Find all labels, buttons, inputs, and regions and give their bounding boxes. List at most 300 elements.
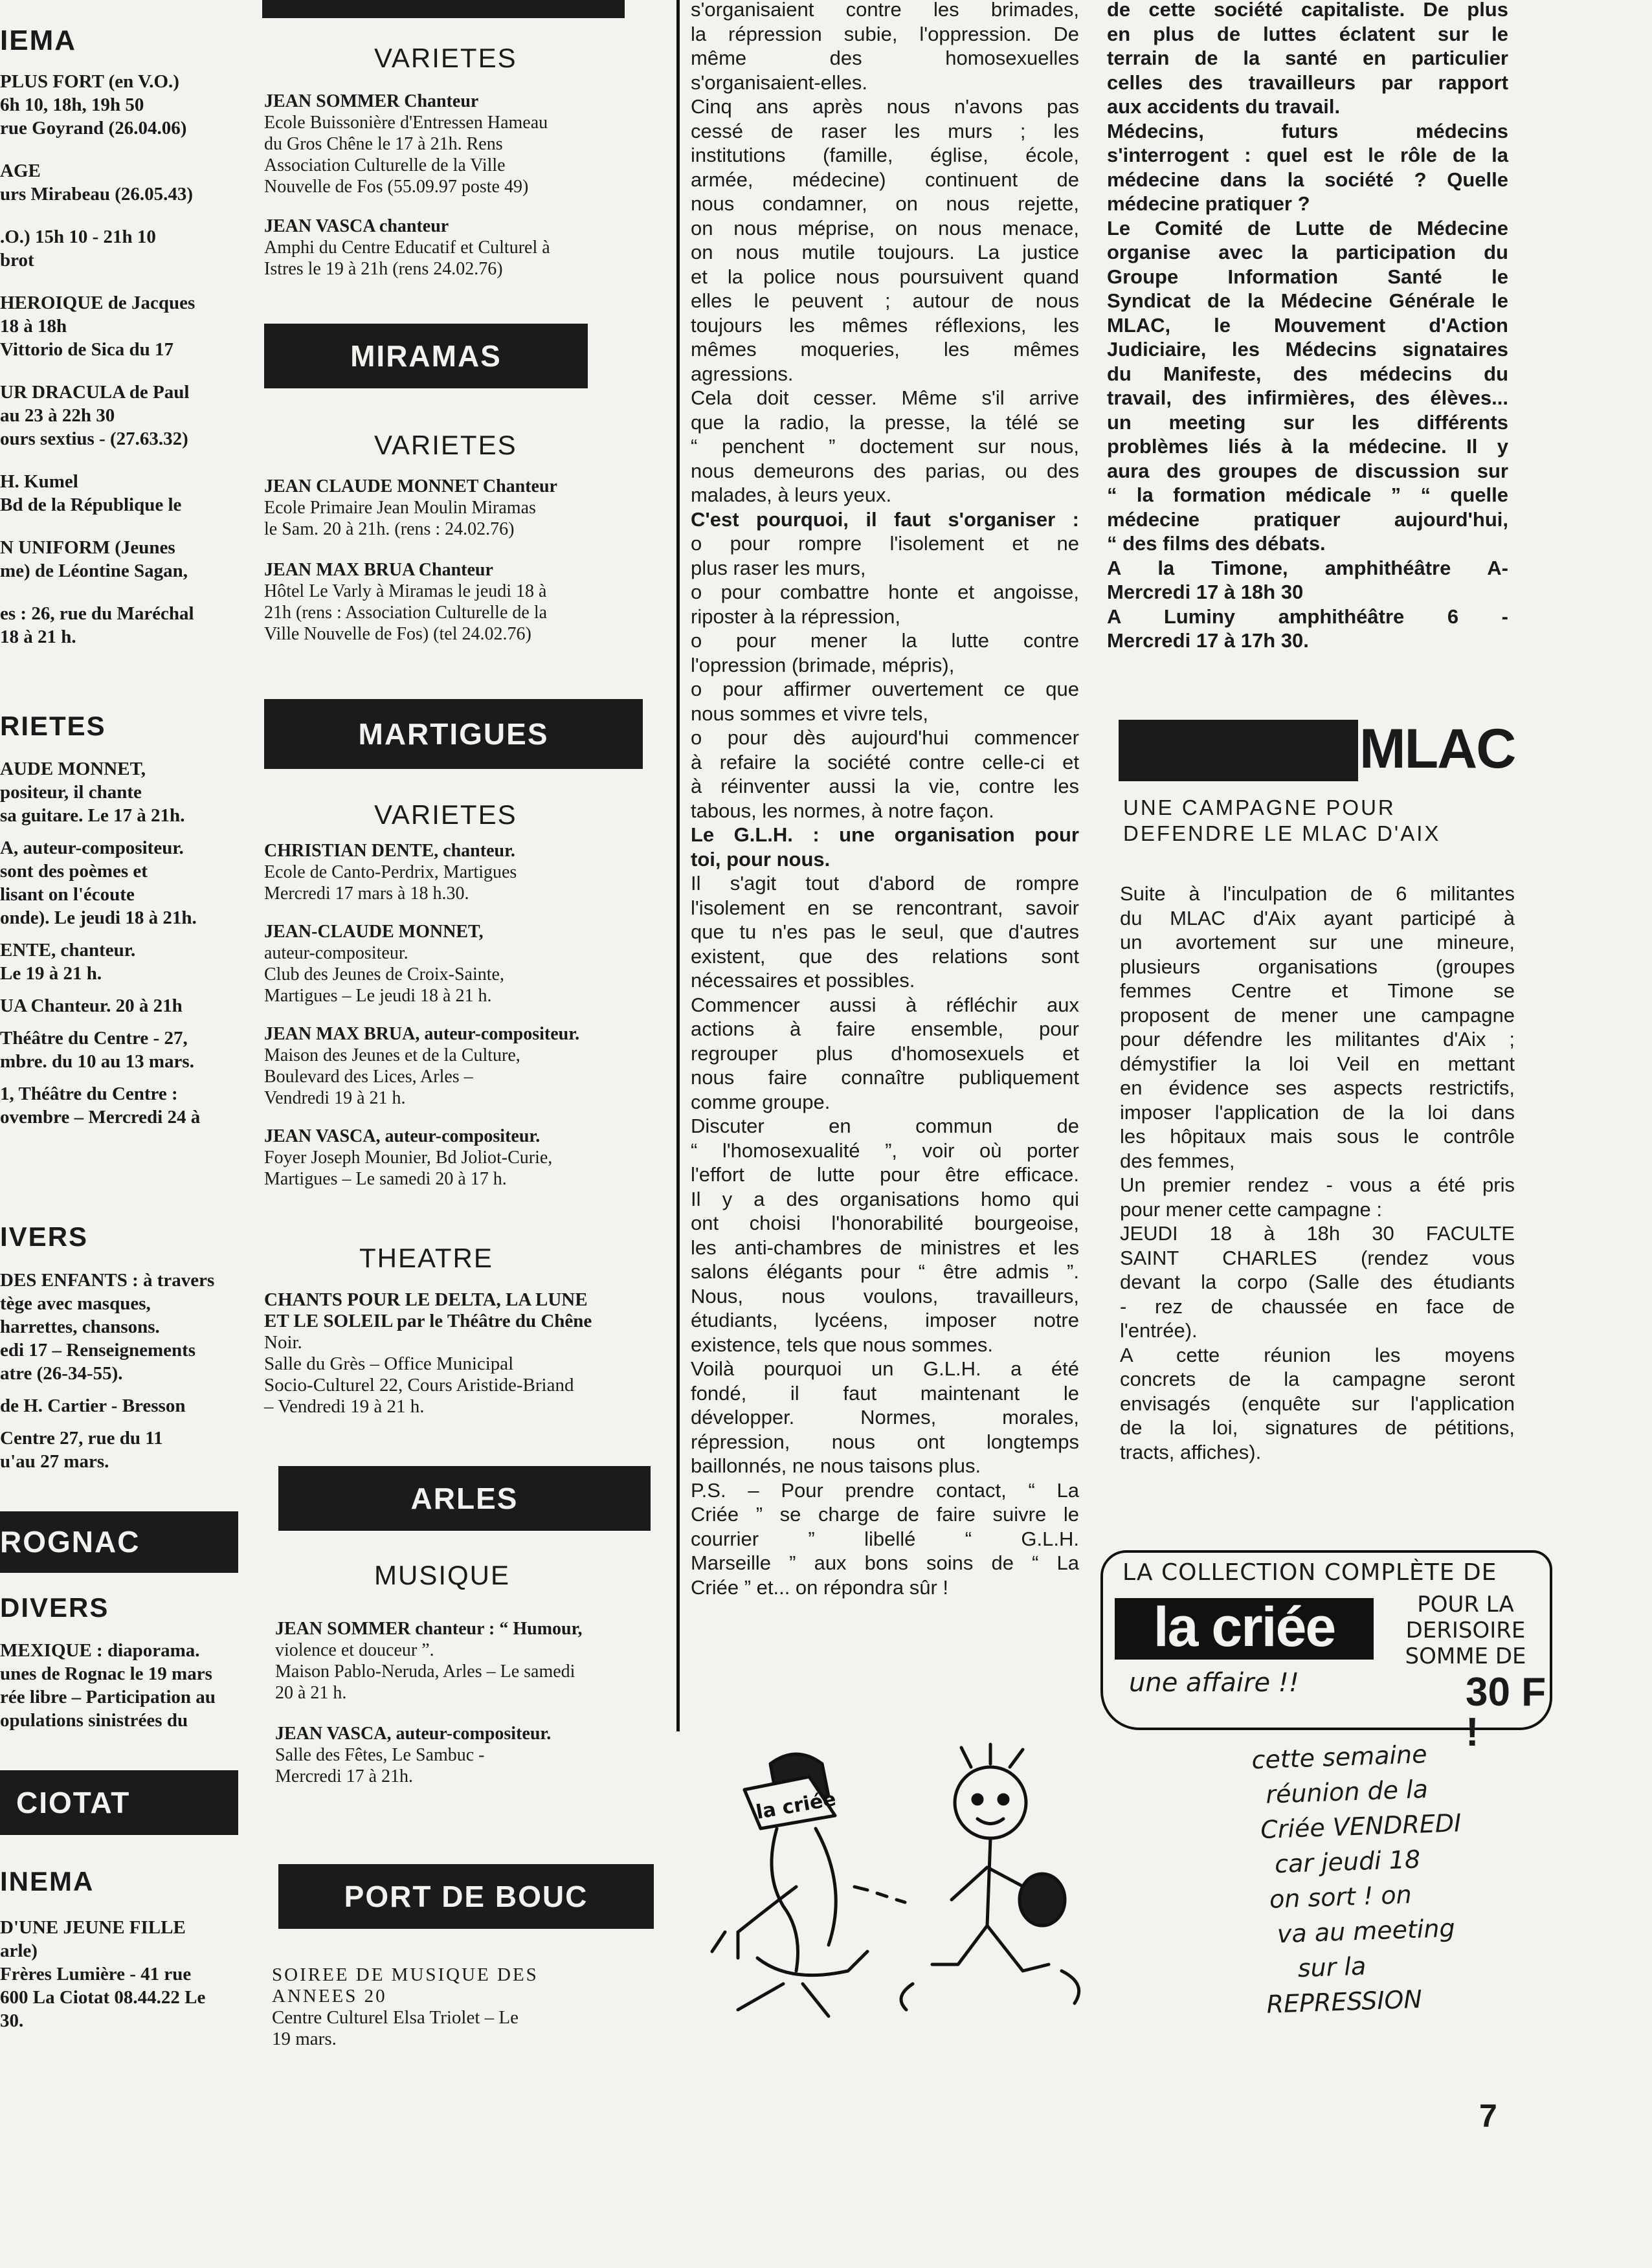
listing-line: sa guitare. Le 17 à 21h. [0, 805, 185, 826]
event-line: Martigues – Le samedi 20 à 17 h. [264, 1169, 507, 1189]
column-1 [0, 0, 259, 2268]
listing-line: rée libre – Participation au [0, 1687, 216, 1707]
event-line: Foyer Joseph Mounier, Bd Joliot-Curie, [264, 1148, 553, 1168]
listing-line: répression, nous ont longtemps [691, 1430, 1079, 1453]
listing-line: Il y a des organisations homo qui [691, 1187, 1079, 1210]
event-entry [275, 1723, 664, 1787]
listing-line: regrouper plus d'homosexuels et [691, 1041, 1079, 1065]
listing-line: Nous, nous voulons, travailleurs, [691, 1284, 1079, 1307]
event-entry [264, 216, 653, 280]
listing-line: 18 à 21 h. [0, 627, 76, 647]
varietes-listings-top [264, 91, 653, 298]
ad-price: 30 F ! [1466, 1670, 1546, 1755]
listing-line: Socio-Culturel 22, Cours Aristide-Briand [264, 1375, 574, 1395]
listing-title: A, auteur-compositeur. [0, 838, 184, 858]
listing-item [0, 602, 259, 649]
listing-title: H. Kumel [0, 471, 78, 492]
miramas-banner-label: MIRAMAS [350, 339, 502, 373]
ad-price-text [1391, 1592, 1540, 1669]
listing-line: nous sommes et vivre tels, [691, 702, 928, 725]
event-line: Istres le 19 à 21h (rens 24.02.76) [264, 259, 503, 279]
mlac-campaign-text [1120, 882, 1515, 1464]
listing-line: POUR LA [1417, 1592, 1514, 1618]
listing-line: P.S. – Pour prendre contact, “ La [691, 1478, 1079, 1502]
listing-line: rue Goyrand (26.04.06) [0, 118, 187, 139]
listing-line: car jeudi 18 [1274, 1845, 1421, 1879]
port-de-bouc-banner-label: PORT DE BOUC [344, 1880, 588, 1913]
listing-line: o pour combattre honte et angoisse, [691, 581, 1079, 603]
listing-line: SOMME DE [1405, 1643, 1526, 1669]
event-line: Ecole de Canto-Perdrix, Martigues [264, 862, 517, 882]
listing-line: Le G.L.H. : une organisation pour [691, 823, 1079, 846]
listing-line: ET LE SOLEIL par le Théâtre du Chêne [264, 1311, 592, 1331]
event-line: JEAN CLAUDE MONNET Chanteur [264, 476, 557, 496]
listing-title: de H. Cartier - Bresson [0, 1395, 186, 1416]
event-line: JEAN-CLAUDE MONNET, [264, 922, 484, 942]
event-line: JEAN VASCA, auteur-compositeur. [264, 1126, 541, 1146]
event-line: Ecole Primaire Jean Moulin Miramas [264, 498, 536, 518]
listing-line: Il s'agit tout d'abord de rompre [691, 872, 1079, 895]
listing-line: arle) [0, 1940, 38, 1961]
listing-item [0, 757, 259, 827]
listing-item [0, 159, 259, 206]
listing-line: fondé, il faut maintenant le [691, 1381, 1079, 1405]
listing-line: A la Timone, amphithéâtre A- [1107, 556, 1508, 579]
listing-line: opulations sinistrées du [0, 1710, 188, 1731]
listing-line: ont choisi l'honorabilité bourgeoise, [691, 1212, 1079, 1234]
listing-line: que la radio, la presse, la télé se [691, 410, 1079, 434]
event-line: Mercredi 17 mars à 18 h.30. [264, 884, 469, 904]
page-number: 7 [1479, 2098, 1497, 2134]
listing-line: femmes Centre et Timone se [1120, 979, 1515, 1002]
event-entry [275, 1618, 664, 1704]
listing-line: Suite à l'inculpation de 6 militantes [1120, 882, 1515, 905]
ad-logo-box [1115, 1598, 1374, 1660]
medecine-article [1107, 0, 1508, 653]
listing-line: de cette société capitaliste. De plus [1107, 0, 1508, 21]
listing-line: “ la formation médicale ” “ quelle [1107, 484, 1508, 506]
top-banner-fragment [262, 0, 625, 18]
listing-line: o pour mener la lutte contre [691, 629, 1079, 652]
event-entry [264, 559, 653, 645]
listing-item [0, 939, 259, 985]
event-line: JEAN MAX BRUA Chanteur [264, 560, 493, 580]
miramas-listings [264, 476, 653, 664]
listing-line: Cela doit cesser. Même s'il arrive [691, 386, 1079, 409]
listing-title: AGE [0, 161, 41, 181]
listing-line: es : 26, rue du Maréchal [0, 603, 194, 624]
listing-line: à refaire la société contre celle-ci et [691, 750, 1079, 773]
listing-line: Vittorio de Sica du 17 [0, 339, 173, 360]
listing-line: Marseille ” aux bons soins de “ La [691, 1551, 1079, 1574]
event-line: Hôtel Le Varly à Miramas le jeudi 18 à [264, 581, 547, 601]
section-heading-cinema: IEMA [0, 25, 76, 56]
listing-line: médecine pratiquer ? [1107, 192, 1310, 215]
listing-line: médecine pratiquer aujourd'hui, [1107, 507, 1508, 531]
listing-line: médecine dans la société ? Quelle [1107, 168, 1508, 191]
listing-line: “ des films des débats. [1107, 532, 1326, 555]
listing-line: nécessaires et possibles. [691, 969, 915, 992]
event-line: le Sam. 20 à 21h. (rens : 24.02.76) [264, 519, 515, 539]
mlac-banner [1119, 718, 1515, 781]
listing-line: JEUDI 18 à 18h 30 FACULTE [1120, 1222, 1515, 1245]
listing-line: réunion de la [1265, 1774, 1429, 1809]
listing-line: agressions. [691, 362, 794, 385]
listing-line: nous condamner, on nous rejette, [691, 192, 1079, 215]
listing-line: o pour dès aujourd'hui commencer [691, 726, 1079, 749]
listing-line: 19 mars. [272, 2029, 337, 2049]
ciotat-banner [0, 1770, 238, 1835]
listing-line: la répression subie, l'oppression. De [691, 22, 1079, 45]
listing-line: développer. Normes, morales, [691, 1406, 1079, 1429]
port-de-bouc-listing [272, 1964, 660, 2050]
listing-line: CHANTS POUR LE DELTA, LA LUNE [264, 1289, 588, 1310]
listing-title: Théâtre du Centre - 27, [0, 1028, 188, 1049]
ciotat-cinema-heading: INEMA [0, 1866, 95, 1896]
listing-line: l'entrée). [1120, 1319, 1198, 1342]
column-divider [676, 0, 680, 1731]
listing-line: u'au 27 mars. [0, 1451, 109, 1472]
listing-line: 6h 10, 18h, 19h 50 [0, 94, 144, 115]
event-line: Maison des Jeunes et de la Culture, [264, 1045, 520, 1065]
event-entry [264, 91, 653, 197]
listing-line: va au meeting [1277, 1913, 1456, 1949]
listing-line: Criée VENDREDI [1260, 1808, 1462, 1845]
listing-line: on nous mutile toujours. La justice [691, 241, 1079, 263]
listing-line: - rez de chaussée en face de [1120, 1295, 1515, 1318]
listing-line: Noir. [264, 1332, 302, 1353]
listing-line: Mercredi 17 à 18h 30 [1107, 581, 1304, 603]
listing-line: de la loi, signatures de pétitions, [1120, 1416, 1515, 1439]
arles-banner [278, 1466, 651, 1531]
listing-line: s'organisaient contre les brimades, [691, 0, 1079, 21]
listing-line: Syndicat de la Médecine Générale le [1107, 289, 1508, 312]
listing-line: tège avec masques, [0, 1293, 151, 1314]
listing-line: terrain de la santé en particulier [1107, 47, 1508, 69]
listing-line: du MLAC d'Aix ayant participé à [1120, 906, 1515, 929]
event-line: JEAN SOMMER Chanteur [264, 91, 479, 111]
listing-line: DEFENDRE LE MLAC D'AIX [1123, 821, 1441, 845]
rognac-banner-label: ROGNAC [0, 1525, 140, 1559]
listing-line: onde). Le jeudi 18 à 21h. [0, 907, 197, 928]
listing-line: plusieurs organisations (groupes [1120, 955, 1515, 978]
listing-line: nous demeurons des parias, ou des [691, 459, 1079, 482]
mlac-campaign-title [1123, 795, 1512, 847]
listing-line: devant la corpo (Salle des étudiants [1120, 1271, 1515, 1293]
listing-title: DES ENFANTS : à travers [0, 1270, 215, 1291]
event-line: du Gros Chêne le 17 à 21h. Rens [264, 134, 503, 154]
listing-item [0, 1427, 259, 1473]
listing-title: .O.) 15h 10 - 21h 10 [0, 227, 156, 247]
listing-line: SAINT CHARLES (rendez vous [1120, 1246, 1515, 1269]
listing-line: toujours les mêmes réflexions, les [691, 313, 1079, 337]
divers-listings [0, 1269, 259, 1482]
listing-line: urs Mirabeau (26.05.43) [0, 184, 194, 205]
listing-line: o pour affirmer ouvertement ce que [691, 678, 1079, 700]
section-heading-divers: IVERS [0, 1221, 89, 1252]
listing-line: courrier ” libellé “ G.L.H. [691, 1527, 1079, 1550]
listing-line: Bd de la République le [0, 495, 182, 515]
listing-line: des femmes, [1120, 1149, 1235, 1172]
listing-line: riposter à la répression, [691, 605, 900, 628]
listing-line: Mercredi 17 à 17h 30. [1107, 629, 1309, 652]
listing-line: étudiants, lycéens, imposer notre [691, 1309, 1079, 1331]
listing-line: cessé de raser les murs ; les [691, 119, 1079, 142]
event-entry [264, 1023, 653, 1109]
listing-line: nous faire connaître publiquement [691, 1066, 1079, 1089]
listing-line: malades, à leurs yeux. [691, 484, 892, 506]
listing-line: atre (26-34-55). [0, 1363, 123, 1384]
martigues-listings [264, 840, 653, 1206]
listing-line: Discuter en commun de [691, 1115, 1079, 1137]
event-entry [264, 1126, 653, 1190]
rognac-listings [0, 1639, 259, 1732]
arles-listings [275, 1618, 664, 1807]
miramas-varietes-subheading: VARIETES [374, 430, 517, 460]
arles-banner-label: ARLES [410, 1482, 519, 1515]
listing-line: l'opression (brimade, mépris), [691, 653, 955, 676]
listing-line: cette semaine [1251, 1739, 1428, 1775]
listing-line: imposer l'application de la loi dans [1120, 1100, 1515, 1124]
listing-line: existence, tels que nous sommes. [691, 1333, 993, 1356]
listing-line: 30. [0, 2010, 24, 2031]
event-line: JEAN MAX BRUA, auteur-compositeur. [264, 1024, 580, 1044]
listing-item [0, 836, 259, 929]
listing-line: démystifier la loi Veil en mettant [1120, 1052, 1515, 1075]
listing-line: tracts, affiches). [1120, 1440, 1262, 1463]
listing-line: brot [0, 250, 34, 271]
martigues-banner-label: MARTIGUES [358, 717, 549, 751]
listing-title: AUDE MONNET, [0, 759, 146, 779]
glh-article [691, 0, 1079, 1599]
miramas-banner [264, 324, 588, 388]
column-2 [259, 0, 660, 2268]
listing-item [0, 1269, 259, 1385]
listing-line: SOIREE DE MUSIQUE DES [272, 1964, 539, 1985]
listing-title: UA Chanteur. 20 à 21h [0, 995, 183, 1016]
listing-line: comme groupe. [691, 1090, 831, 1113]
listing-line: envisagés (enquête sur l'application [1120, 1392, 1515, 1415]
event-line: violence et douceur ”. [275, 1640, 434, 1660]
listing-line: “ l'homosexualité ”, voir où porter [691, 1139, 1079, 1162]
cartoon-illustration [699, 1738, 1113, 2029]
varietes-listings [0, 757, 259, 1138]
listing-line: A cette réunion les moyens [1120, 1343, 1515, 1366]
listing-line: salons élégants pour “ être admis ”. [691, 1260, 1079, 1283]
listing-line: 18 à 18h [0, 316, 67, 337]
event-line: Nouvelle de Fos (55.09.97 poste 49) [264, 177, 529, 197]
listing-title: N UNIFORM (Jeunes [0, 537, 175, 558]
listing-line: unes de Rognac le 19 mars [0, 1663, 212, 1684]
listing-line: sont des poèmes et [0, 861, 148, 882]
listing-title: ENTE, chanteur. [0, 940, 136, 961]
listing-line: pour mener cette campagne : [1120, 1197, 1382, 1221]
listing-line: Voilà pourquoi un G.L.H. a été [691, 1357, 1079, 1380]
listing-line: les anti-chambres de ministres et les [691, 1236, 1079, 1259]
event-line: Club des Jeunes de Croix-Sainte, [264, 964, 504, 984]
listing-line: Judiciaire, les Médecins signataires [1107, 338, 1508, 361]
event-line: Salle des Fêtes, Le Sambuc - [275, 1745, 485, 1765]
listing-line: s'organisaient-elles. [691, 71, 868, 94]
listing-item [0, 291, 259, 361]
rognac-banner [0, 1511, 238, 1573]
listing-item [0, 70, 259, 140]
listing-line: pour défendre les militantes d'Aix ; [1120, 1028, 1515, 1051]
listing-line: en évidence ses aspects restrictifs, [1120, 1076, 1515, 1099]
ciotat-listings [0, 1916, 259, 2032]
listing-line: en plus de luttes éclatent sur le [1107, 22, 1508, 45]
listing-line: au 23 à 22h 30 [0, 405, 115, 426]
listing-line: A Luminy amphithéâtre 6 - [1107, 605, 1508, 628]
listing-item [0, 470, 259, 517]
listing-line: D'UNE JEUNE FILLE [0, 1917, 186, 1938]
listing-line: Criée ” et... on répondra sûr ! [691, 1575, 949, 1599]
varietes-subheading: VARIETES [374, 43, 517, 73]
listing-line: à réinventer aussi la vie, contre les [691, 775, 1079, 797]
listing-line: ovembre – Mercredi 24 à [0, 1107, 201, 1128]
listing-line: Frères Lumière - 41 rue [0, 1964, 192, 1984]
arles-musique-subheading: MUSIQUE [374, 1560, 511, 1590]
listing-line: actions à faire ensemble, pour [691, 1017, 1079, 1040]
listing-line: MLAC, le Mouvement d'Action [1107, 313, 1508, 337]
listing-line: même des homosexuelles [691, 47, 1079, 69]
listing-item [0, 225, 259, 272]
listing-line: Le 19 à 21 h. [0, 963, 102, 984]
listing-item [0, 994, 259, 1017]
section-heading-varietes: RIETES [0, 711, 106, 741]
listing-line: elles le peuvent ; autour de nous [691, 289, 1079, 312]
listing-line: ours sextius - (27.63.32) [0, 428, 188, 449]
event-line: Vendredi 19 à 21 h. [264, 1088, 406, 1108]
event-entry [264, 476, 653, 540]
listing-line: sur la [1297, 1951, 1367, 1983]
listing-line: mêmes moqueries, les mêmes [691, 338, 1079, 361]
listing-line: on sort ! on [1269, 1880, 1412, 1914]
ad-tagline: une affaire !! [1129, 1668, 1299, 1698]
event-line: Amphi du Centre Educatif et Culturel à [264, 238, 550, 258]
listing-line: existent, que des relations sont [691, 944, 1079, 968]
listing-line: REPRESSION [1266, 1984, 1423, 2019]
event-line: Mercredi 17 à 21h. [275, 1766, 414, 1786]
listing-line: positeur, il chante [0, 782, 142, 803]
event-line: Association Culturelle de la Ville [264, 155, 506, 175]
listing-title: UR DRACULA de Paul [0, 382, 190, 403]
listing-title: 1, Théâtre du Centre : [0, 1084, 178, 1104]
listing-line: problèmes liés à la médecine. Il y [1107, 435, 1508, 458]
listing-item [0, 1027, 259, 1073]
listing-line: proposent de mener une campagne [1120, 1003, 1515, 1027]
ad-logo: la criée [1153, 1596, 1335, 1658]
listing-title: Centre 27, rue du 11 [0, 1428, 163, 1449]
listing-line: C'est pourquoi, il faut s'organiser : [691, 507, 1079, 531]
listing-title: PLUS FORT (en V.O.) [0, 71, 179, 92]
listing-line: Le Comité de Lutte de Médecine [1107, 216, 1508, 239]
event-line: Ville Nouvelle de Fos) (tel 24.02.76) [264, 624, 531, 644]
martigues-varietes-subheading: VARIETES [374, 799, 517, 830]
event-line: auteur-compositeur. [264, 943, 408, 963]
listing-line: les hôpitaux mais sous le contrôle [1120, 1125, 1515, 1148]
listing-line: tabous, les normes, à notre façon. [691, 799, 994, 822]
listing-line: armée, médecine) continuent de [691, 168, 1079, 191]
theatre-listing [264, 1289, 653, 1418]
listing-line: Commencer aussi à réfléchir aux [691, 993, 1079, 1016]
la-criee-advertisement [1100, 1550, 1552, 1755]
listing-item [0, 381, 259, 450]
listing-line: que tu n'es pas le seul, que d'autres [691, 920, 1079, 943]
event-entry [264, 921, 653, 1006]
listing-line: l'effort de lutte pour être efficace. [691, 1163, 1079, 1186]
listing-line: me) de Léontine Sagan, [0, 561, 188, 581]
listing-line: aux accidents du travail. [1107, 95, 1341, 118]
listing-line: – Vendredi 19 à 21 h. [264, 1396, 425, 1417]
listing-line: Médecins, futurs médecins [1107, 119, 1508, 142]
listing-line: ANNEES 20 [272, 1986, 387, 2007]
listing-line: Groupe Information Santé le [1107, 265, 1508, 288]
event-line: Maison Pablo-Neruda, Arles – Le samedi [275, 1662, 575, 1682]
listing-title: HEROIQUE de Jacques [0, 293, 195, 313]
listing-line: et la police nous poursuivent quand [691, 265, 1079, 288]
ciotat-banner-label: CIOTAT [16, 1786, 131, 1819]
listing-line: on nous méprise, on nous menace, [691, 216, 1079, 239]
listing-line: UNE CAMPAGNE POUR [1123, 795, 1396, 819]
cartoon-hat-label: la criée [754, 1787, 838, 1825]
listing-line: Cinq ans après nous n'avons pas [691, 95, 1079, 118]
listing-line: harrettes, chansons. [0, 1317, 160, 1337]
listing-line: MEXIQUE : diaporama. [0, 1640, 200, 1661]
listing-line: toi, pour nous. [691, 847, 831, 871]
listing-line: “ penchent ” doctement sur nous, [691, 435, 1079, 458]
listing-line: mbre. du 10 au 13 mars. [0, 1051, 194, 1072]
listing-line: organise avec la participation du [1107, 241, 1508, 263]
listing-line: s'interrogent : quel est le rôle de la [1107, 144, 1508, 166]
event-entry [264, 840, 653, 904]
listing-line: DERISOIRE [1405, 1618, 1526, 1643]
listing-line: edi 17 – Renseignements [0, 1340, 196, 1361]
event-line: 21h (rens : Association Culturelle de la [264, 603, 548, 623]
listing-line: Centre Culturel Elsa Triolet – Le [272, 2007, 519, 2028]
listing-line: o pour rompre l'isolement et ne [691, 532, 1079, 555]
listing-line: Salle du Grès – Office Municipal [264, 1353, 514, 1374]
mlac-banner-bar [1119, 720, 1358, 781]
rognac-divers-heading: DIVERS [0, 1592, 109, 1623]
listing-line: 600 La Ciotat 08.44.22 Le [0, 1987, 206, 2008]
listing-line: du Manifeste, des médecins du [1107, 362, 1508, 385]
listing-item [0, 1394, 259, 1418]
martigues-banner [264, 699, 643, 769]
listing-line: concrets de la campagne seront [1120, 1368, 1515, 1390]
listing-item [0, 1082, 259, 1129]
listing-line: plus raser les murs, [691, 556, 866, 579]
listing-line: lisant on l'écoute [0, 884, 135, 905]
event-line: JEAN VASCA, auteur-compositeur. [275, 1724, 552, 1744]
listing-line: un avortement sur une mineure, [1120, 931, 1515, 953]
mlac-banner-label: MLAC [1359, 718, 1515, 780]
listing-line: baillonnés, ne nous taisons plus. [691, 1454, 981, 1477]
event-line: JEAN VASCA chanteur [264, 216, 449, 236]
ad-headline: LA COLLECTION COMPLÈTE DE [1122, 1559, 1497, 1586]
event-line: CHRISTIAN DENTE, chanteur. [264, 841, 515, 861]
cinema-listings [0, 70, 259, 668]
event-line: Martigues – Le jeudi 18 à 21 h. [264, 986, 492, 1006]
listing-line: un meeting sur les différents [1107, 410, 1508, 434]
listing-line: l'isolement en se rencontrant, savoir [691, 896, 1079, 919]
listing-line: institutions (famille, église, école, [691, 144, 1079, 166]
listing-line: celles des travailleurs par rapport [1107, 71, 1508, 94]
handwritten-note [1251, 1733, 1533, 2022]
listing-line: Criée ” se charge de faire suivre le [691, 1503, 1079, 1526]
listing-line: Un premier rendez - vous a été pris [1120, 1173, 1515, 1196]
event-line: 20 à 21 h. [275, 1683, 347, 1703]
